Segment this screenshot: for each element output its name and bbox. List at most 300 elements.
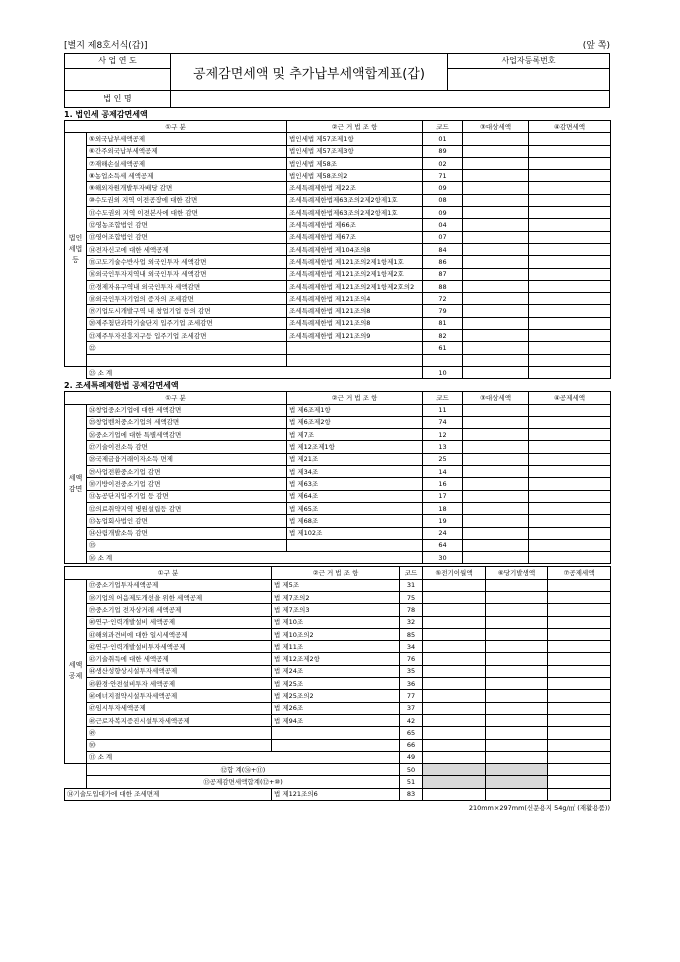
table-row [65, 404, 611, 416]
item-law: 법인세법 제57조제1항 [287, 133, 423, 145]
item-law: 법 제5조 [272, 579, 400, 591]
table-row [65, 429, 611, 441]
group-label: 세액감면 [65, 404, 87, 564]
target-tax-cell[interactable] [463, 429, 529, 441]
table-row [65, 441, 611, 453]
table-row [65, 182, 611, 194]
reduction-tax-cell[interactable] [529, 243, 611, 255]
credit-tax-cell[interactable] [548, 678, 611, 690]
grand-total-row [65, 776, 611, 788]
carryover-cell[interactable] [423, 678, 486, 690]
reduction-tax-cell[interactable] [529, 231, 611, 243]
item-law: 법인세법 제58조의2 [287, 170, 423, 182]
footer-row [65, 788, 611, 800]
item-code: 36 [400, 678, 423, 690]
item-law: 법 제21조 [287, 453, 423, 465]
item-code: 77 [400, 690, 423, 702]
carryover-cell[interactable] [423, 714, 486, 726]
current-cell [486, 776, 548, 788]
target-tax-cell[interactable] [463, 133, 529, 145]
item-name: ㉖중소기업에 대한 특별세액감면 [87, 429, 287, 441]
current-cell[interactable] [486, 579, 548, 591]
item-law: 법인세법 제58조 [287, 157, 423, 169]
item-law: 법 제102조 [287, 527, 423, 539]
sum-code: 50 [400, 764, 423, 776]
item-code: 13 [423, 441, 463, 453]
credit-tax-cell[interactable] [529, 404, 611, 416]
item-code: 01 [423, 133, 463, 145]
table-row [65, 256, 611, 268]
subtotal-label: ㉓ 소 계 [87, 366, 423, 378]
table-row [65, 145, 611, 157]
item-law: 조세특례제한법제63조의2제2항제1호 [287, 207, 423, 219]
item-law: 법인세법 제57조제3항 [287, 145, 423, 157]
subtotal-label: ㊱ 소 계 [87, 552, 423, 564]
reduction-tax-cell[interactable] [529, 305, 611, 317]
table-row [65, 653, 611, 665]
item-name: ⑧농업소득세 세액공제 [87, 170, 287, 182]
table-row [65, 539, 611, 551]
reduction-tax-cell[interactable] [529, 354, 611, 366]
reduction-tax-cell[interactable] [529, 256, 611, 268]
current-cell[interactable] [486, 678, 548, 690]
item-law: 법 제12조제2항 [272, 653, 400, 665]
table-row [65, 739, 611, 751]
item-name: ⑰경제자유구역내 외국인투자 세액감면 [87, 280, 287, 292]
col-carryover: ⑤전기이월액 [423, 567, 486, 579]
item-law: 법 제7조의2 [272, 591, 400, 603]
item-code: 25 [423, 453, 463, 465]
credit-tax-cell[interactable] [548, 739, 611, 751]
table-row [65, 219, 611, 231]
target-tax-cell[interactable] [463, 490, 529, 502]
form-sheet [64, 40, 610, 812]
carryover-cell[interactable] [423, 604, 486, 616]
item-code: 75 [400, 591, 423, 603]
item-code: 82 [423, 330, 463, 342]
col-category: ①구 분 [65, 121, 287, 133]
item-law [272, 727, 400, 739]
item-code: 18 [423, 502, 463, 514]
carryover-cell[interactable] [423, 788, 486, 800]
current-cell[interactable] [486, 714, 548, 726]
item-law: 조세특례제한법 제121조의4 [287, 293, 423, 305]
reduction-tax-cell[interactable] [529, 219, 611, 231]
reduction-tax-cell[interactable] [529, 342, 611, 354]
carryover-cell[interactable] [423, 690, 486, 702]
credit-tax-cell[interactable] [548, 714, 611, 726]
table-row [65, 354, 611, 366]
target-tax-cell[interactable] [463, 441, 529, 453]
subtotal-row [65, 366, 611, 378]
table-row [65, 678, 611, 690]
item-law: 조세특례제한법 제104조의8 [287, 243, 423, 255]
item-code [423, 354, 463, 366]
credit-tax-cell[interactable] [548, 616, 611, 628]
item-name: ㊽근로자복지증진시설투자세액공제 [87, 714, 272, 726]
item-name: ⑨해외자원개발투자배당 감면 [87, 182, 287, 194]
table-row [65, 133, 611, 145]
table-row [65, 478, 611, 490]
section2-reduction-table [64, 391, 611, 564]
item-code: 31 [400, 579, 423, 591]
credit-tax-cell[interactable] [529, 539, 611, 551]
item-name: ㊾ [87, 727, 272, 739]
item-code: 85 [400, 628, 423, 640]
item-code: 04 [423, 219, 463, 231]
footer-item-code: 83 [400, 788, 423, 800]
item-law [287, 354, 423, 366]
credit-tax-cell[interactable] [548, 604, 611, 616]
item-code: 34 [400, 641, 423, 653]
col-code: 코드 [423, 121, 463, 133]
table-row [65, 330, 611, 342]
subtotal-row [65, 751, 611, 763]
carryover-cell[interactable] [423, 653, 486, 665]
item-name: ⑯외국인투자지역내 외국인투자 세액감면 [87, 268, 287, 280]
item-law: 법 제11조 [272, 641, 400, 653]
col-category: ①구 분 [65, 567, 272, 579]
item-law: 법 제34조 [287, 466, 423, 478]
item-name: ⑩수도권외 지역 이전공장에 대한 감면 [87, 194, 287, 206]
year-value[interactable] [65, 69, 170, 90]
item-code: 66 [400, 739, 423, 751]
credit-tax-cell[interactable] [548, 764, 611, 776]
carryover-cell[interactable] [423, 616, 486, 628]
table-row [65, 727, 611, 739]
current-cell[interactable] [486, 702, 548, 714]
item-law: 조세특례제한법 제67조 [287, 231, 423, 243]
item-code: 12 [423, 429, 463, 441]
table-row [65, 502, 611, 514]
reduction-tax-cell[interactable] [529, 157, 611, 169]
target-tax-cell[interactable] [463, 515, 529, 527]
table-row [65, 416, 611, 428]
item-name: ㉜의료취약지역 병원설립등 감면 [87, 502, 287, 514]
table-row [65, 466, 611, 478]
carryover-cell[interactable] [423, 579, 486, 591]
table-row [65, 207, 611, 219]
target-tax-cell[interactable] [463, 219, 529, 231]
col-reduction-tax: ④감면세액 [529, 121, 611, 133]
paper-note: 210mm×297mm(신문용지 54g/㎡ (재활용품)) [468, 804, 610, 813]
reduction-tax-cell[interactable] [529, 170, 611, 182]
biz-no-value[interactable] [448, 69, 609, 90]
section1-header-row [65, 121, 611, 133]
item-law: 법 제25조 [272, 678, 400, 690]
current-cell[interactable] [486, 739, 548, 751]
col-credit-tax: ④공제세액 [529, 392, 611, 404]
target-tax-cell[interactable] [463, 182, 529, 194]
form-title: 공제감면세액 및 추가납부세액합계표(갑) [171, 54, 448, 90]
target-tax-cell[interactable] [463, 317, 529, 329]
target-tax-cell[interactable] [463, 231, 529, 243]
item-name: ㉘국제금융거래이자소득 면제 [87, 453, 287, 465]
item-law [287, 539, 423, 551]
item-name: ㊸기술취득에 대한 세액공제 [87, 653, 272, 665]
credit-tax-cell[interactable] [548, 702, 611, 714]
item-name: ㊿ [87, 739, 272, 751]
target-tax-cell[interactable] [463, 453, 529, 465]
reduction-tax-cell[interactable] [529, 280, 611, 292]
target-tax-cell[interactable] [463, 330, 529, 342]
credit-tax-cell[interactable] [548, 665, 611, 677]
reduction-tax-cell[interactable] [529, 145, 611, 157]
reduction-tax-cell[interactable] [529, 268, 611, 280]
col-current: ⑥당기발생액 [486, 567, 548, 579]
credit-tax-cell[interactable] [548, 727, 611, 739]
table-row [65, 641, 611, 653]
carryover-cell[interactable] [423, 591, 486, 603]
credit-tax-cell[interactable] [529, 453, 611, 465]
target-tax-cell[interactable] [463, 157, 529, 169]
grand-total-code: 51 [400, 776, 423, 788]
target-tax-cell[interactable] [463, 552, 529, 564]
item-code: 72 [423, 293, 463, 305]
target-tax-cell[interactable] [463, 466, 529, 478]
target-tax-cell[interactable] [463, 268, 529, 280]
item-law: 조세특례제한법 제121조의9 [287, 330, 423, 342]
credit-tax-cell[interactable] [529, 490, 611, 502]
table-row [65, 702, 611, 714]
target-tax-cell[interactable] [463, 366, 529, 378]
current-cell[interactable] [486, 628, 548, 640]
footer-item-law: 법 제121조의6 [272, 788, 400, 800]
carryover-cell[interactable] [423, 665, 486, 677]
target-tax-cell[interactable] [463, 404, 529, 416]
reduction-tax-cell[interactable] [529, 207, 611, 219]
col-code: 코드 [400, 567, 423, 579]
target-tax-cell[interactable] [463, 478, 529, 490]
section2a-header-row [65, 392, 611, 404]
carryover-cell[interactable] [423, 628, 486, 640]
item-code: 87 [423, 268, 463, 280]
reduction-tax-cell[interactable] [529, 293, 611, 305]
reduction-tax-cell[interactable] [529, 330, 611, 342]
current-cell[interactable] [486, 591, 548, 603]
item-name: ⑭전자신고에 대한 세액공제 [87, 243, 287, 255]
item-code: 37 [400, 702, 423, 714]
table-row [65, 579, 611, 591]
table-row [65, 628, 611, 640]
item-name: ⑫영농조합법인 감면 [87, 219, 287, 231]
credit-tax-cell[interactable] [548, 776, 611, 788]
item-name: ㉕창업벤처중소기업의 세액감면 [87, 416, 287, 428]
credit-tax-cell[interactable] [529, 441, 611, 453]
credit-tax-cell[interactable] [529, 552, 611, 564]
credit-tax-cell[interactable] [529, 515, 611, 527]
item-law: 조세특례제한법 제22조 [287, 182, 423, 194]
subtotal-code: 10 [423, 366, 463, 378]
table-row [65, 591, 611, 603]
item-code: 19 [423, 515, 463, 527]
credit-tax-cell[interactable] [548, 751, 611, 763]
top-line [64, 40, 610, 53]
credit-tax-cell[interactable] [548, 690, 611, 702]
item-name: ㊳기업의 어음제도개선을 위한 세액공제 [87, 591, 272, 603]
table-row [65, 616, 611, 628]
target-tax-cell[interactable] [463, 170, 529, 182]
target-tax-cell[interactable] [463, 243, 529, 255]
table-row [65, 453, 611, 465]
item-code: 35 [400, 665, 423, 677]
credit-tax-cell[interactable] [548, 641, 611, 653]
item-name: ⑲기업도시개발구역 내 창업기업 등의 감면 [87, 305, 287, 317]
col-code: 코드 [423, 392, 463, 404]
group-label: 법인세법등 [65, 133, 87, 367]
target-tax-cell[interactable] [463, 342, 529, 354]
item-code: 88 [423, 280, 463, 292]
item-law [272, 739, 400, 751]
current-cell[interactable] [486, 653, 548, 665]
sum-label: ⑫합 계(㊱+⑪) [87, 764, 400, 776]
item-code: 71 [423, 170, 463, 182]
item-code: 07 [423, 231, 463, 243]
item-name: ㊲중소기업투자세액공제 [87, 579, 272, 591]
credit-tax-cell[interactable] [529, 429, 611, 441]
item-name: ⑪수도권외 지역 이전본사에 대한 감면 [87, 207, 287, 219]
current-cell[interactable] [486, 641, 548, 653]
section2-title: 2. 조세특례제한법 공제감면세액 [64, 381, 179, 391]
item-name: ㉟ [87, 539, 287, 551]
corp-name-value[interactable] [171, 91, 609, 107]
item-name: ㊵연구·인력개발설비 세액공제 [87, 616, 272, 628]
item-law: 법 제25조의2 [272, 690, 400, 702]
target-tax-cell[interactable] [463, 305, 529, 317]
year-label: 사 업 연 도 [65, 54, 170, 69]
table-row [65, 305, 611, 317]
table-row [65, 604, 611, 616]
col-target-tax: ③대상세액 [463, 392, 529, 404]
credit-tax-cell[interactable] [529, 502, 611, 514]
item-law: 조세특례제한법제63조의2제2항제1호 [287, 194, 423, 206]
current-cell[interactable] [486, 604, 548, 616]
item-law: 법 제6조제1항 [287, 404, 423, 416]
credit-tax-cell[interactable] [548, 628, 611, 640]
table-row [65, 243, 611, 255]
subtotal-label: ⑪ 소 계 [87, 751, 400, 763]
target-tax-cell[interactable] [463, 145, 529, 157]
subtotal-code: 30 [423, 552, 463, 564]
section2-credit-table [64, 566, 611, 801]
item-name: ㊼임시투자세액공제 [87, 702, 272, 714]
item-name: ⑳제주첨단과학기술단지 입주기업 조세감면 [87, 317, 287, 329]
subtotal-code: 49 [400, 751, 423, 763]
item-law: 조세특례제한법 제121조의8 [287, 305, 423, 317]
item-name: ㊴중소기업 전자상거래 세액공제 [87, 604, 272, 616]
target-tax-cell[interactable] [463, 256, 529, 268]
target-tax-cell[interactable] [463, 539, 529, 551]
carryover-cell[interactable] [423, 727, 486, 739]
current-cell [486, 764, 548, 776]
table-row [65, 515, 611, 527]
credit-tax-cell[interactable] [529, 466, 611, 478]
credit-tax-cell[interactable] [529, 527, 611, 539]
item-law: 법 제24조 [272, 665, 400, 677]
item-law: 조세특례제한법 제121조의2제1항제2호 [287, 268, 423, 280]
item-law: 법 제94조 [272, 714, 400, 726]
credit-tax-cell[interactable] [548, 788, 611, 800]
section1-title: 1. 법인세 공제감면세액 [64, 110, 148, 119]
item-law: 법 제10조 [272, 616, 400, 628]
reduction-tax-cell[interactable] [529, 317, 611, 329]
footer-item-name: ⑭기술도입대가에 대한 조세면제 [65, 788, 272, 800]
target-tax-cell[interactable] [463, 207, 529, 219]
target-tax-cell[interactable] [463, 293, 529, 305]
current-cell[interactable] [486, 727, 548, 739]
current-cell[interactable] [486, 751, 548, 763]
target-tax-cell[interactable] [463, 527, 529, 539]
item-code: 65 [400, 727, 423, 739]
col-target-tax: ③대상세액 [463, 121, 529, 133]
col-law: ②근 거 법 조 항 [287, 121, 423, 133]
reduction-tax-cell[interactable] [529, 366, 611, 378]
current-cell[interactable] [486, 665, 548, 677]
reduction-tax-cell[interactable] [529, 133, 611, 145]
reduction-tax-cell[interactable] [529, 194, 611, 206]
current-cell[interactable] [486, 616, 548, 628]
credit-tax-cell[interactable] [548, 653, 611, 665]
table-row [65, 527, 611, 539]
item-name: ⑱외국인투자기업의 증자의 조세감면 [87, 293, 287, 305]
target-tax-cell[interactable] [463, 502, 529, 514]
item-code: 14 [423, 466, 463, 478]
item-code: 86 [423, 256, 463, 268]
current-cell[interactable] [486, 690, 548, 702]
credit-tax-cell[interactable] [548, 591, 611, 603]
target-tax-cell[interactable] [463, 416, 529, 428]
table-row [65, 231, 611, 243]
table-row [65, 714, 611, 726]
table-row [65, 665, 611, 677]
grand-total-label: ⑬공제감면세액합계(⑫+⑩) [87, 776, 400, 788]
reduction-tax-cell[interactable] [529, 182, 611, 194]
item-name: ⑥간주외국납부세액공제 [87, 145, 287, 157]
credit-tax-cell[interactable] [529, 416, 611, 428]
table-row [65, 293, 611, 305]
item-name: ⑬영어조합법인 감면 [87, 231, 287, 243]
corp-name-label: 법 인 명 [65, 91, 171, 107]
carryover-cell[interactable] [423, 702, 486, 714]
item-name: ㉝농업회사법인 감면 [87, 515, 287, 527]
credit-tax-cell[interactable] [548, 579, 611, 591]
credit-tax-cell[interactable] [529, 478, 611, 490]
carryover-cell[interactable] [423, 751, 486, 763]
target-tax-cell[interactable] [463, 194, 529, 206]
item-code: 78 [400, 604, 423, 616]
item-name: ㉙사업전환중소기업 감면 [87, 466, 287, 478]
item-code: 81 [423, 317, 463, 329]
table-row [65, 690, 611, 702]
sum-row [65, 764, 611, 776]
carryover-cell[interactable] [423, 739, 486, 751]
table-row [65, 268, 611, 280]
item-law: 법 제12조제1항 [287, 441, 423, 453]
table-row [65, 280, 611, 292]
item-code: 42 [400, 714, 423, 726]
item-code: 64 [423, 539, 463, 551]
biz-no-label: 사업자등록번호 [448, 54, 609, 69]
target-tax-cell[interactable] [463, 280, 529, 292]
current-cell[interactable] [486, 788, 548, 800]
carryover-cell[interactable] [423, 641, 486, 653]
item-law: 법 제63조 [287, 478, 423, 490]
target-tax-cell[interactable] [463, 354, 529, 366]
item-code: 89 [423, 145, 463, 157]
item-law [287, 342, 423, 354]
col-category: ①구 분 [65, 392, 287, 404]
item-name: ㉛농공단지입주기업 등 감면 [87, 490, 287, 502]
